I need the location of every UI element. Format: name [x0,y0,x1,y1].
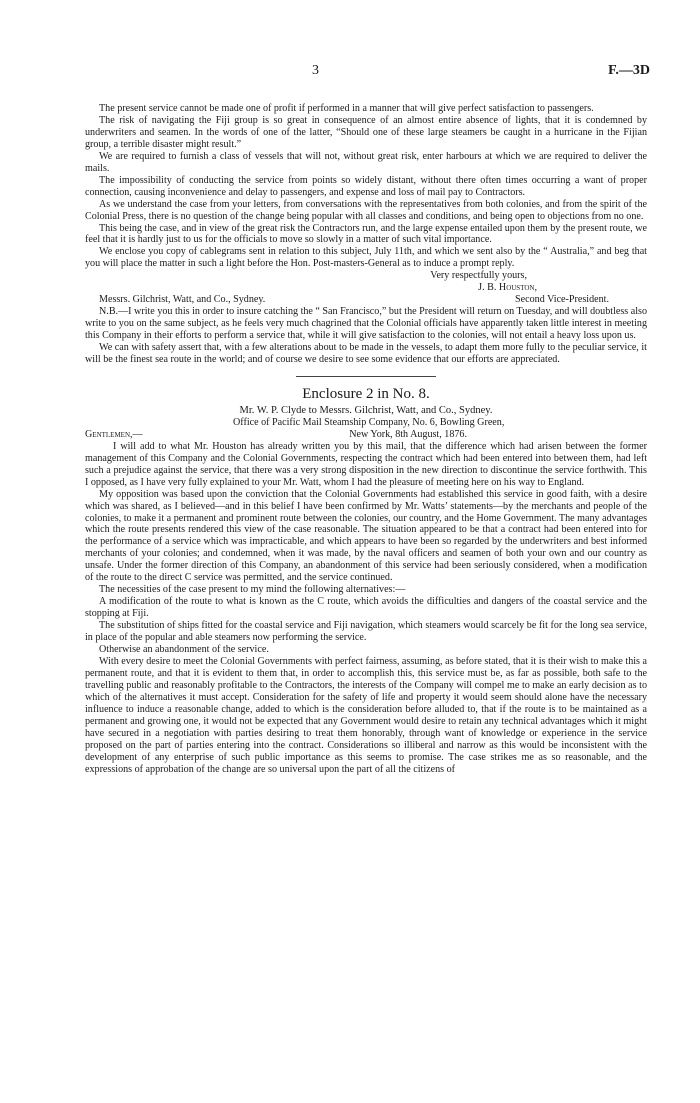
paragraph: The substitution of ships fitted for the coastal service and Fiji navigation, which steamers would scarcely be fit for the long sea service, in place of the popular and able steamers now performing the service. [85,620,647,644]
salutation-row [85,429,647,441]
body-text [85,103,647,775]
page-number: 3 [312,63,319,78]
signer-title: Second Vice-President. [515,294,609,306]
recipient-address: Messrs. Gilchrist, Watt, and Co., Sydney. [99,294,266,306]
paragraph: The risk of navigating the Fiji group is so great in consequence of an almost entire absence of lights, that it is condemned by underwriters and seamen. In the words of one of the latter, “Should one of these large steamers be caught in a hurricane in the Fijian group, a terrible disaster might result.” [85,114,647,150]
paragraph: We enclose you copy of cablegrams sent in relation to this subject, July 11th, and which we sent also by the “ Australia,” and beg that you will place the matter in such a light before the Hon. Post-masters-General as to induce a prompt reply. [85,246,647,270]
paragraph: With every desire to meet the Colonial Governments with perfect fairness, assuming, as before stated, that it is their wish to make this a permanent route, and that it is evident to them that, in order to accomplish this, this service must be, as far as possible, both safe to the travelling public and reasonably profitable to the Contractors, the interests of the Company will compel me to make an early decision as to which of the alternatives it must accept. Consideration for the safety of life and property it would seem should alone have the necessary influence to induce a reasonable change, added to which is the consideration before alluded to, that if the route is to be maintained as a permanent and growing one, it would not be expected that any Government would desire to retain any technical advantages which it might have secured in a negotiation with parties desiring to treat them honorably, through want of knowledge or experience in the service proposed on the part of parties entering into the contract. Considerations so illiberal and narrow as this would be inconsistent with the development of any enterprise of such public importance as this seems to promise. The case strikes me as so reasonable, and the expressions of approbation of the change are so universal upon the part of all the citizens of [85,655,647,775]
paragraph: A modification of the route to what is known as the C route, which avoids the difficulties and dangers of the coastal service and the stopping at Fiji. [85,596,647,620]
signer-name: J. B. Houston, [478,282,537,294]
office-address: Office of Pacific Mail Steamship Company, No. 6, Bowling Green, [233,416,505,428]
paragraph: The necessities of the case present to my mind the following alternatives:— [99,584,406,596]
paragraph: This being the case, and in view of the great risk the Contractors run, and the large expense entailed upon them by the present route, we feel that it is hardly just to us for the officials to move so slowly in a matter of such vital importance. [85,222,647,246]
enclosure-heading: Enclosure 2 in No. 8. [302,385,430,402]
paragraph: We are required to furnish a class of vessels that will not, without great risk, enter harbours at which we are required to deliver the mails. [85,150,647,174]
paragraph: The present service cannot be made one of profit if performed in a manner that will give perfect satisfaction to passengers. [99,103,594,114]
paragraph: I will add to what Mr. Houston has already written you by this mail, that the difference which had arisen between the former management of this Company and the Colonial Governments, respecting the contract which had been entered into between them, had left such a prejudice against the service, that there was a very strong disposition in the new direction to discontinue the service forthwith. This I opposed, as I have very fully explained to your Mr. Watt, whom I had the pleasure of meeting here on his way to England. [85,440,647,488]
signature-row [85,294,647,306]
postscript: N.B.—I write you this in order to insure catching the “ San Francisco,” but the President will return on Tuesday, and will doubtless also write to you on the same subject, as he feels very much chagrined that the Colonial officials have apparently taken little interest in meeting this Company in their efforts to perform a service that, while it will give satisfaction to the colonies, will not entail a heavy loss upon us. [85,306,647,342]
document-reference: F.—3D [608,63,650,78]
enclosure-from-to: Mr. W. P. Clyde to Messrs. Gilchrist, Watt, and Co., Sydney. [239,404,493,416]
letter-closing: Very respectfully yours, [430,270,527,282]
place-date: New York, 8th August, 1876. [349,428,467,440]
paragraph: The impossibility of conducting the service from points so widely distant, without there often times occurring a want of proper connection, causing inconvenience and delay to passengers, and expense and loss of mail pay to Contractors. [85,174,647,198]
postscript: We can with safety assert that, with a few alterations about to be made in the vessels, to adapt them more fully to the peculiar service, it will be the finest sea route in the world; and of course we desire to see some evidence that our efforts are appreciated. [85,342,647,366]
section-divider [296,376,436,377]
paragraph: Otherwise an abandonment of the service. [99,643,269,655]
salutation: Gentlemen,— [85,428,143,440]
paragraph: As we understand the case from your letters, from conversations with the representatives from both colonies, and from the spirit of the Colonial Press, there is no question of the change being popular with all classes and conditions, and being open to objections from no one. [85,198,647,222]
paragraph: My opposition was based upon the conviction that the Colonial Governments had established this service in good faith, with a desire which was shared, as I believed—and in this belief I have been confirmed by Mr. Watts’ statements—by the merchants and people of the colonies, to make it a permanent and prominent route between the colonies, our country, and the Home Government. The many advantages which the route presents rendered this view of the case reasonable. The situation appeared to be that a contract had been entered into for the performance of a service which was impracticable, and which appears to have been so regarded by the underwriters and best informed merchants of your colonies; and condemned, when it was made, by the naval officers and seamen of both your own and our country as unsafe. Under the former direction of this Company, an abandonment of this service had been seriously considered, when a modification of the route to the direct C service was permitted, and the service continued. [85,488,647,584]
